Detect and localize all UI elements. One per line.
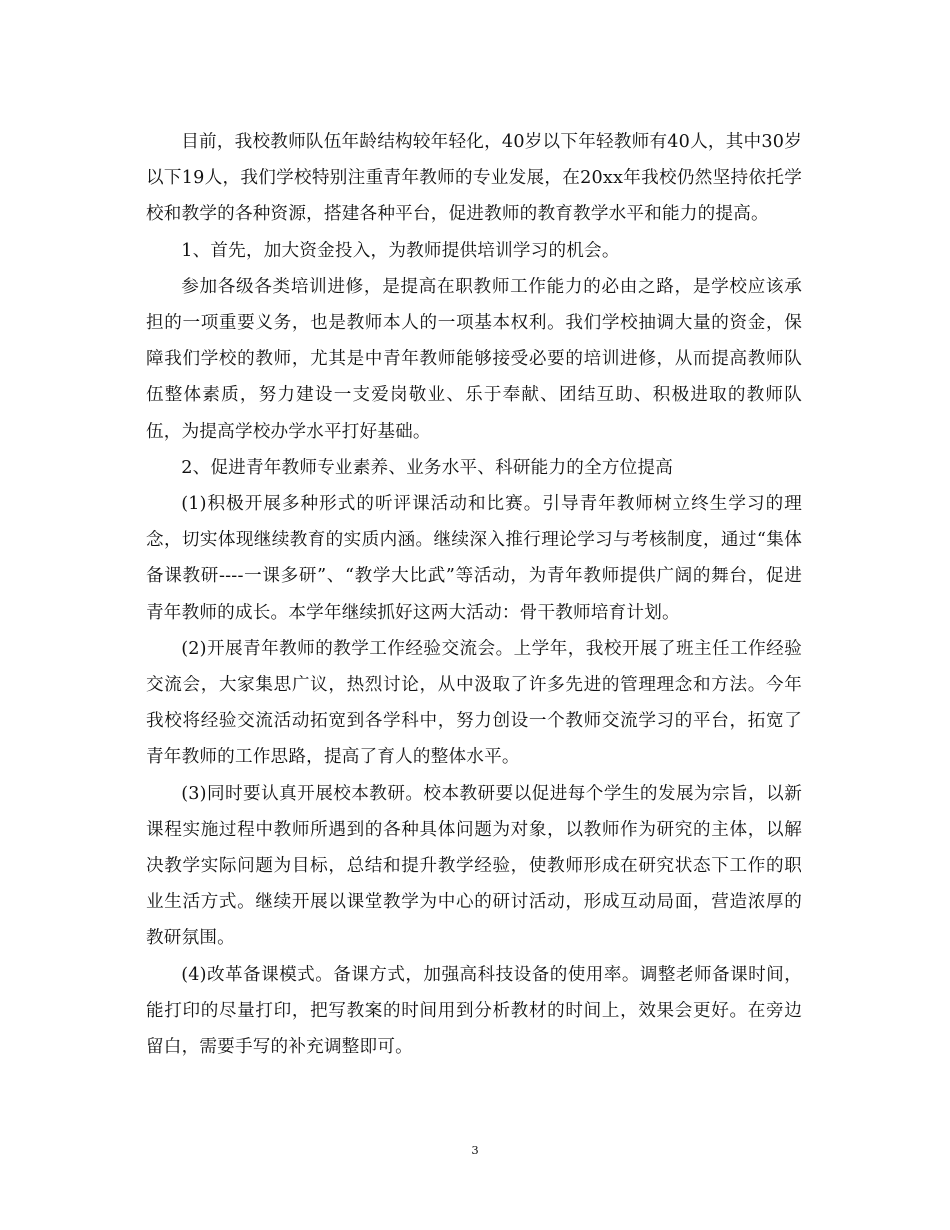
document-body xyxy=(146,124,802,1065)
paragraph-item-4: (4)改革备课模式。备课方式，加强高科技设备的使用率。调整老师备课时间，能打印的尽量打印，把写教案的时间用到分析教材的时间上，效果会更好。在旁边留白，需要手写的补充调整即可。 xyxy=(146,964,802,1058)
paragraph-item-2: (2)开展青年教师的教学工作经验交流会。上学年，我校开展了班主任工作经验交流会，大家集思广议，热烈讨论，从中汲取了许多先进的管理理念和方法。今年我校将经验交流活动拓宽到各学科中，努力创设一个教师交流学习的平台，拓宽了青年教师的工作思路，提高了育人的整体水平。 xyxy=(146,638,802,768)
paragraph-item-3: (3)同时要认真开展校本教研。校本教研要以促进每个学生的发展为宗旨，以新课程实施过程中教师所遇到的各种具体问题为对象，以教师作为研究的主体，以解决教学实际问题为目标，总结和提升教学经验，使教师形成在研究状态下工作的职业生活方式。继续开展以课堂教学为中心的研讨活动，形成互动局面，营造浓厚的教研氛围。 xyxy=(146,783,802,949)
heading-funding: 1、首先，加大资金投入，为教师提供培训学习的机会。 xyxy=(181,240,620,261)
page-number: 3 xyxy=(471,1143,479,1157)
paragraph-item-1: (1)积极开展多种形式的听评课活动和比赛。引导青年教师树立终生学习的理念，切实体现继续教育的实质内涵。继续深入推行理论学习与考核制度，通过“集体备课教研----一课多研”、“教学大比武”等活动，为青年教师提供广阔的舞台，促进青年教师的成长。本学年继续抓好这两大活动：骨干教师培育计划。 xyxy=(146,494,802,623)
paragraph-intro: 目前，我校教师队伍年龄结构较年轻化，40岁以下年轻教师有40人，其中30岁以下19人，我们学校特别注重青年教师的专业发展，在20xx年我校仍然坚持依托学校和教学的各种资源，搭建各种平台，促进教师的教育教学水平和能力的提高。 xyxy=(146,132,802,225)
paragraph-training: 参加各级各类培训进修，是提高在职教师工作能力的必由之路，是学校应该承担的一项重要义务，也是教师本人的一项基本权利。我们学校抽调大量的资金，保障我们学校的教师，尤其是中青年教师能够接受必要的培训进修，从而提高教师队伍整体素质，努力建设一支爱岗敬业、乐于奉献、团结互助、积极进取的教师队伍，为提高学校办学水平打好基础。 xyxy=(146,276,802,442)
heading-young-teachers: 2、促进青年教师专业素养、业务水平、科研能力的全方位提高 xyxy=(181,457,674,478)
